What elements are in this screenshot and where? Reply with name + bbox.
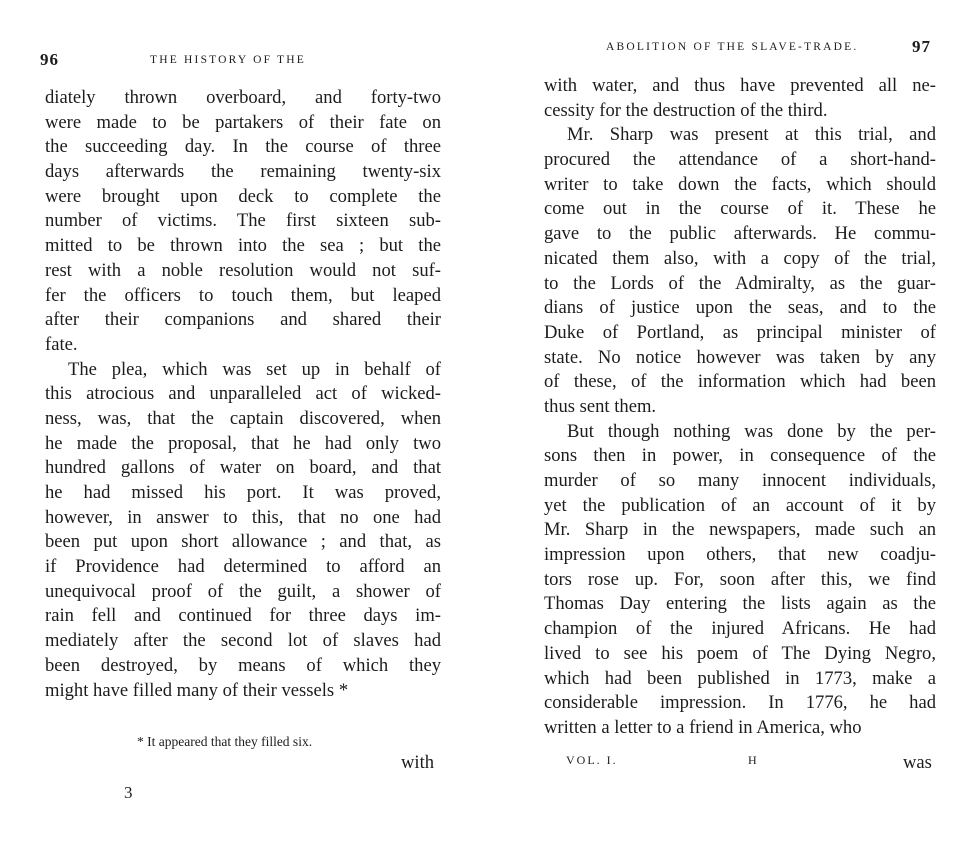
text-line: yet the publication of an account of it by xyxy=(544,494,936,516)
text-line: Thomas Day entering the lists again as the xyxy=(544,593,936,615)
text-line: mediately after the second lot of slaves had xyxy=(45,630,441,652)
text-line: rain fell and continued for three days im- xyxy=(45,605,441,627)
text-line: might have filled many of their vessels * xyxy=(45,679,349,701)
text-line: murder of so many innocent individuals, xyxy=(544,470,936,491)
right-signature-mark: H xyxy=(748,753,759,767)
text-line: writer to take down the facts, which should xyxy=(544,173,936,195)
text-line: this atrocious and unparalleled act of wicked- xyxy=(45,383,441,405)
text-line: sons then in power, in consequence of the xyxy=(544,445,936,467)
text-line: fate. xyxy=(45,333,78,355)
text-line: however, in answer to this, that no one had xyxy=(45,506,441,528)
left-running-head: THE HISTORY OF THE xyxy=(150,54,306,66)
text-line: mitted to be thrown into the sea ; but the xyxy=(45,235,441,257)
right-running-head: ABOLITION OF THE SLAVE-TRADE. xyxy=(606,41,859,53)
left-footnote: * It appeared that they filled six. xyxy=(137,734,313,749)
text-line: cessity for the destruction of the third. xyxy=(544,99,828,121)
text-line: state. No notice however was taken by any xyxy=(544,346,936,368)
text-line: of these, of the information which had been xyxy=(544,371,936,393)
text-line: The plea, which was set up in behalf of xyxy=(68,358,441,380)
right-page-number: 97 xyxy=(912,37,931,56)
text-line: lived to see his poem of The Dying Negro, xyxy=(544,642,936,664)
text-line: unequivocal proof of the guilt, a shower of xyxy=(45,580,441,602)
text-line: Mr. Sharp in the newspapers, made such an xyxy=(544,519,936,541)
right-page xyxy=(490,0,980,841)
text-line: But though nothing was done by the per- xyxy=(567,420,936,442)
text-line: considerable impression. In 1776, he had xyxy=(544,692,936,714)
text-line: diately thrown overboard, and forty-two xyxy=(45,87,441,108)
text-line: if Providence had determined to afford an xyxy=(45,556,441,578)
text-line: days afterwards the remaining twenty-six xyxy=(45,161,441,183)
text-line: fer the officers to touch them, but leaped xyxy=(45,284,441,306)
text-line: procured the attendance of a short-hand- xyxy=(544,149,936,171)
text-line: Mr. Sharp was present at this trial, and xyxy=(567,124,936,146)
text-line: with water, and thus have prevented all ne- xyxy=(544,75,936,96)
text-line: Duke of Portland, as principal minister of xyxy=(544,321,936,343)
text-line: been destroyed, by means of which they xyxy=(45,654,441,676)
text-line: thus sent them. xyxy=(544,395,657,417)
text-line: rest with a noble resolution would not suf- xyxy=(45,259,441,281)
right-signature-vol: VOL. I. xyxy=(566,753,618,767)
text-line: hundred gallons of water on board, and that xyxy=(45,457,441,479)
text-line: written a letter to a friend in America, who xyxy=(544,716,862,738)
text-line: number of victims. The first sixteen sub- xyxy=(45,210,441,232)
right-body-text xyxy=(544,74,936,741)
text-line: were brought upon deck to complete the xyxy=(45,185,441,207)
text-line: tors rose up. For, soon after this, we find xyxy=(544,568,936,590)
text-line: champion of the injured Africans. He had xyxy=(544,618,936,640)
text-line: nicated them also, with a copy of the trial, xyxy=(544,247,936,269)
text-line: to the Lords of the Admiralty, as the guar- xyxy=(544,272,936,294)
text-line: he made the proposal, that he had only two xyxy=(45,432,441,454)
text-line: were made to be partakers of their fate on xyxy=(45,111,441,133)
text-line: the succeeding day. In the course of three xyxy=(45,136,441,158)
left-body-text xyxy=(45,86,441,703)
text-line: dians of justice upon the seas, and to the xyxy=(544,297,936,319)
text-line: which had been published in 1773, make a xyxy=(544,667,936,689)
right-catchword: was xyxy=(903,752,932,773)
text-line: he had missed his port. It was proved, xyxy=(45,482,441,503)
text-line: come out in the course of it. These he xyxy=(544,198,936,220)
left-catchword: with xyxy=(401,752,435,773)
text-line: ness, was, that the captain discovered, when xyxy=(45,407,441,429)
text-line: been put upon short allowance ; and that, as xyxy=(45,531,441,553)
left-signature: 3 xyxy=(124,783,133,802)
text-line: gave to the public afterwards. He commu- xyxy=(544,223,936,245)
text-line: after their companions and shared their xyxy=(45,309,441,331)
text-line: impression upon others, that new coadju- xyxy=(544,544,936,566)
left-page-number: 96 xyxy=(40,50,59,69)
